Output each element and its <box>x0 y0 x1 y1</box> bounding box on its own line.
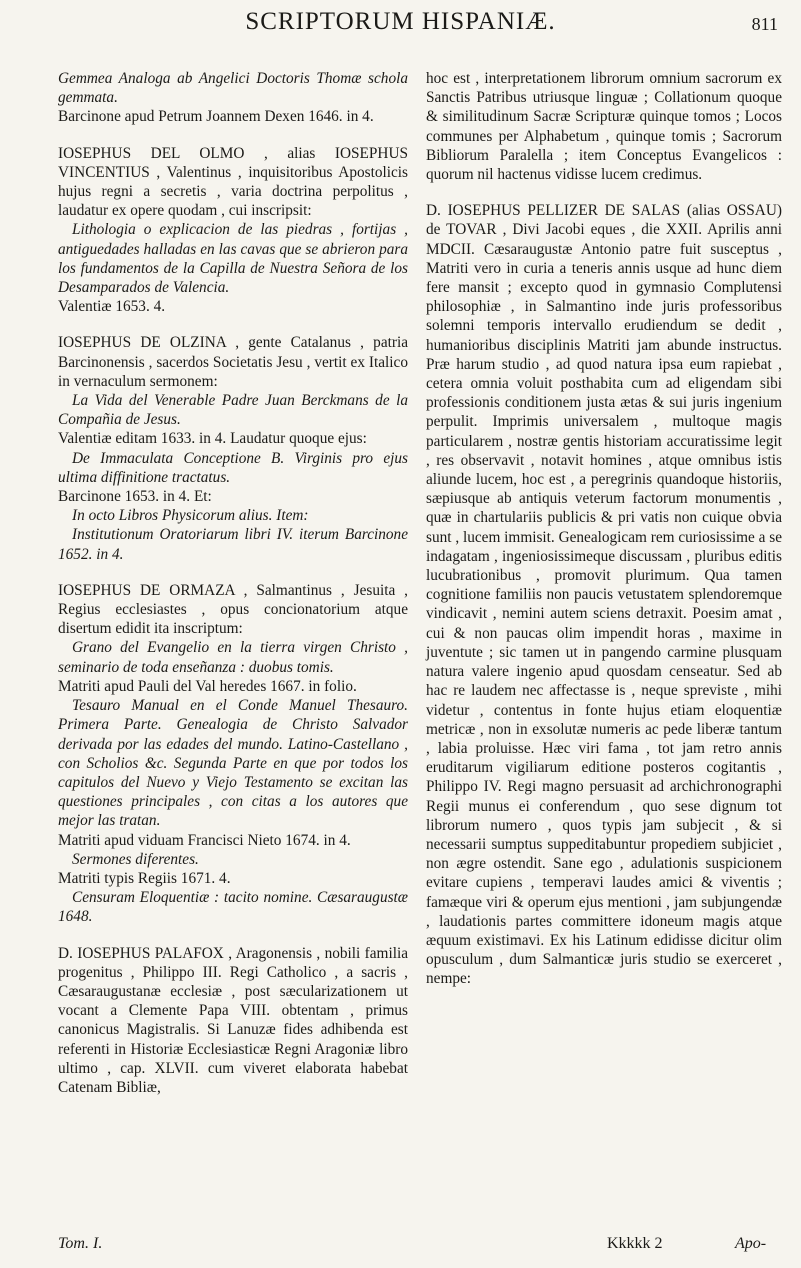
paragraph: Matriti apud Pauli del Val heredes 1667. in folio. <box>58 677 357 695</box>
paragraph: Matriti typis Regiis 1671. 4. <box>58 869 231 887</box>
catchword: Apo- <box>735 1235 767 1252</box>
paragraph: Grano del Evangelio en la tierra virgen Christo , seminario de toda enseñanza : duobus tomis. <box>58 639 408 676</box>
volume-mark: Tom. I. <box>58 1235 103 1252</box>
signature-mark: Kkkkk 2 <box>607 1235 663 1252</box>
page-number: 811 <box>751 14 778 34</box>
left-column <box>58 69 408 1097</box>
paragraph: In octo Libros Physicorum alius. Item: <box>72 507 309 525</box>
paragraph: Matriti apud viduam Francisci Nieto 1674. in 4. <box>58 831 351 849</box>
paragraph: Sermones diferentes. <box>72 850 199 868</box>
paragraph: Barcinone 1653. in 4. Et: <box>58 488 212 506</box>
paragraph: Lithologia o explicacion de las piedras , fortijas , antiguedades halladas en las cavas que se abrieron para los fundamentos de la Capilla de Nuestra Señora de los Desamparados de Valencia. <box>58 221 408 297</box>
paragraph: Barcinone apud Petrum Joannem Dexen 1646. in 4. <box>58 108 374 126</box>
paragraph: D. IOSEPHUS PALAFOX , Aragonensis , nobili familia progenitus , Philippo III. Regi Catholico , a sacris , Cæsaraugustanæ ecclesiæ , post sæcularizationem ut vocant a Clemente Papa VIII. obtentam , primus canonicus Magistralis. Si Lanuzæ fides adhibenda est referenti in Historiæ Ecclesiasticæ Regni Aragoniæ libro ultimo , cap. XLVII. cum viveret elaborata habebat Catenam Bibliæ, <box>58 944 408 1096</box>
paragraph: Valentiæ 1653. 4. <box>58 298 166 316</box>
paragraph: IOSEPHUS DE OLZINA , gente Catalanus , patria Barcinonensis , sacerdos Societatis Jesu , vertit ex Italico in vernaculum sermonem: <box>58 334 408 390</box>
page-header <box>0 0 801 60</box>
running-title: SCRIPTORUM HISPANIÆ. <box>245 8 556 35</box>
right-column <box>426 69 782 989</box>
paragraph: La Vida del Venerable Padre Juan Berckmans de la Compañia de Jesus. <box>58 392 408 429</box>
paragraph: Gemmea Analoga ab Angelici Doctoris Thomæ schola gemmata. <box>58 70 408 107</box>
paragraph: IOSEPHUS DE ORMAZA , Salmantinus , Jesuita , Regius ecclesiastes , opus concionatorium atque disertum edidit ita inscriptum: <box>58 581 408 638</box>
paragraph: hoc est , interpretationem librorum omnium sacrorum ex Sanctis Patribus utriusque linguæ ; Collationum quoque & similitudinum Sacræ Scripturæ quinque tomos ; Locos communes per Alphabetum , quinque tomis ; Sacrorum Bibliorum Paralella ; item Conceptus Evangelicos : quorum nil hactenus vidisse lucem credimus. <box>426 70 782 184</box>
paragraph: De Immaculata Conceptione B. Virginis pro ejus ultima diffinitione tractatus. <box>58 449 408 486</box>
paragraph: Valentiæ editam 1633. in 4. Laudatur quoque ejus: <box>58 430 367 448</box>
paragraph: IOSEPHUS DEL OLMO , alias IOSEPHUS VINCENTIUS , Valentinus , inquisitoribus Apostolicis hujus regni a secretis , varia doctrina perpolitus , laudatur ex opere quodam , cui inscripsit: <box>58 144 408 220</box>
paragraph: D. IOSEPHUS PELLIZER DE SALAS (alias OSSAU) de TOVAR , Divi Jacobi eques , die XXII. Aprilis anni MDCII. Cæsaraugustæ Antonio patre fuit susceptus , Matriti vero in curia a teneris annis usque ad hunc diem fere mansit ; excepto quod in gymnasio Complutensi philosophiæ , in Salmantino inde juris professoribus solemni temporis intervallo erudiendum se dedit , humanioribus disciplinis Matriti jam abunde instructus. Præ harum studio , ad quod natura ipsa eum rapiebat , cetera omnia voluit posthabita cum ad eligendam sibi professionis conditionem justa ætas & sui juris ingenium perpulit. Imprimis universalem , multoque magis particularem , nostræ gentis historiam accuratissime legit , res observavit , notavit homines , atque omnibus istis aliunde lucem, hoc est , a peregrinis quandoque historiis, sæpiusque ab antiquis veterum factorum monumentis , quæ in chartulariis publicis & pri vatis non cuique obvia sunt , lucem immisit. Genealogicam rem curiosissime a se indagatam , ingeniosissimeque discussam , pluribus editis lucubrationibus , promovit plurimum. Qua tamen cognitione familiis non paucis vetustatem splendoremque vindicavit , nemini autem sciens detraxit. Poesim amat , cui & non paucas olim impendit horas , maxime in juventute ; sic tamen ut in pangendo carmine plusquam natura valere ingenio apud quosdam censeatur. Sed ab hac re laudem nec affectasse is , neque spreviste , mihi videtur , contentus in fonte hujus etiam eloquentiæ metricæ , non in exsolutæ numeris ac pede liberæ tantum , labia proluisse. Hæc viri fama , tot jam retro annis eruditarum vigiliarum editione posteros cogitantis , Philippo IV. Regi magno persuasit ad archichronographi Regii munus ei conferendum , quo sese dignum tot librorum numero , quos typis jam subjecit , & si necessarii sumptus suppeditabuntur propediem subjiciet , non ægre ostendit. Sane ego , adulationis suspicionem evitare cupiens , temperavi laudes amici & viventis ; famæque viri & operum ejus mentioni , jam subjungendæ , laudationis partes committere idoneum magis atque æquum existimavi. Ex his Latinum edidisse dicitur olim opusculum , dum Salmanticæ juris studio se exerceret , nempe: <box>426 202 782 988</box>
paragraph: Censuram Eloquentiæ : tacito nomine. Cæsaraugustæ 1648. <box>58 889 408 926</box>
paragraph: Institutionum Oratoriarum libri IV. iterum Barcinone 1652. in 4. <box>58 526 408 563</box>
paragraph: Tesauro Manual en el Conde Manuel Thesauro. Primera Parte. Genealogia de Christo Salvador derivada por las edades del mundo. Latino-Castellano , con Scholios &c. Segunda Parte en que por todos los capitulos del Nuevo y Viejo Testamento se excitan las questiones principales , con citas a los autores que mejor las tratan. <box>58 697 408 830</box>
